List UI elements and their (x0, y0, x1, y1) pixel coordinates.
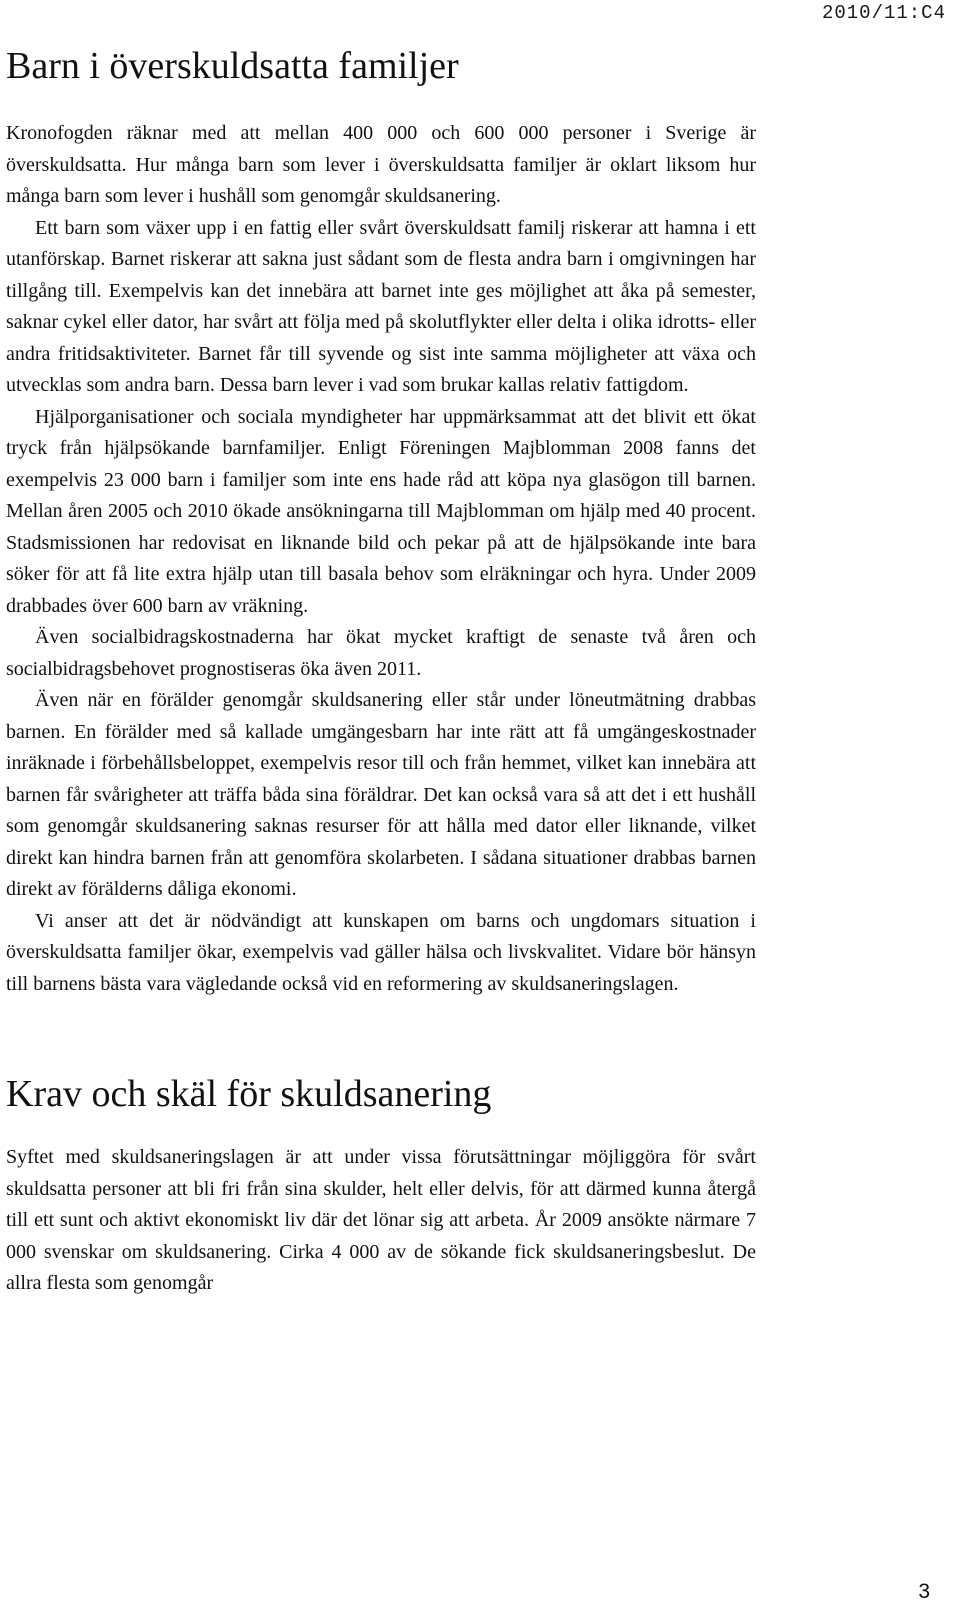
paragraph: Ett barn som växer upp i en fattig eller svårt överskuldsatt familj riskerar att hamna i ett utanförskap. Barnet riskerar att sakna just sådant som de flesta andra barn i omgivningen har tillgång till. Exempelvis kan det innebära att barnet inte ges möjlighet att åka på semester, saknar cykel eller dator, har svårt att följa med på skolutflykter eller delta i olika idrotts- eller andra fritidsaktiviteter. Barnet får till syvende og sist inte samma möjligheter att växa och utvecklas som andra barn. Dessa barn lever i vad som brukar kallas relativ fattigdom. (6, 216, 756, 396)
section-title-barn: Barn i överskuldsatta familjer (6, 45, 459, 87)
paragraph: Även när en förälder genomgår skuldsanering eller står under löneutmätning drabbas barnen. En förälder med så kallade umgängesbarn har inte rätt att få umgängeskostnader inräknade i förbehållsbeloppet, exempelvis resor till och från hemmet, vilket kan innebära att barnen får svårigheter att träffa båda sina föräldrar. Det kan också vara så att det i ett hushåll som genomgår skuldsanering saknas resurser för att hålla med dator eller liknande, vilket direkt kan hindra barnen från att genomföra skolarbeten. I sådana situationer drabbas barnen direkt av förälderns dåliga ekonomi. (6, 689, 756, 900)
paragraph: Även socialbidragskostnaderna har ökat mycket kraftigt de senaste två åren och socialbidragsbehovet prognostiseras öka även 2011. (6, 626, 756, 680)
document-id: 2010/11:C4 (821, 2, 946, 24)
document-body (6, 0, 756, 1300)
paragraph: Hjälporganisationer och sociala myndigheter har uppmärksammat att det blivit ett ökat tryck från hjälpsökande barnfamiljer. Enligt Föreningen Majblomman 2008 fanns det exempelvis 23 000 barn i familjer som inte ens hade råd att köpa nya glasögon till barnen. Mellan åren 2005 och 2010 ökade ansökningarna till Majblomman om hjälp med 40 procent. Stadsmissionen har redovisat en liknande bild och pekar på att de hjälpsökande inte bara söker för att få lite extra hjälp utan till basala behov som elräkningar och hyra. Under 2009 drabbades över 600 barn av vräkning. (6, 405, 756, 617)
paragraph: Vi anser att det är nödvändigt att kunskapen om barns och ungdomars situation i överskuldsatta familjer ökar, exempelvis vad gäller hälsa och livskvalitet. Vidare bör hänsyn till barnens bästa vara vägledande också vid en reformering av skuldsaneringslagen. (6, 909, 756, 995)
paragraph: Syftet med skuldsaneringslagen är att under vissa förutsättningar möjliggöra för svårt skuldsatta personer att bli fri från sina skulder, helt eller delvis, för att därmed kunna återgå till ett sunt och aktivt ekonomiskt liv där det lönar sig att arbeta. År 2009 ansökte närmare 7 000 svenskar om skuldsanering. Cirka 4 000 av de sökande fick skuldsaneringsbeslut. De allra flesta som genomgår (6, 1146, 756, 1294)
page-number: 3 (918, 1580, 930, 1603)
paragraph: Kronofogden räknar med att mellan 400 000 och 600 000 personer i Sverige är överskuldsatta. Hur många barn som lever i överskuldsatta familjer är oklart liksom hur många barn som lever i hushåll som genomgår skuldsanering. (6, 122, 756, 207)
section-title-krav: Krav och skäl för skuldsanering (6, 1073, 492, 1115)
